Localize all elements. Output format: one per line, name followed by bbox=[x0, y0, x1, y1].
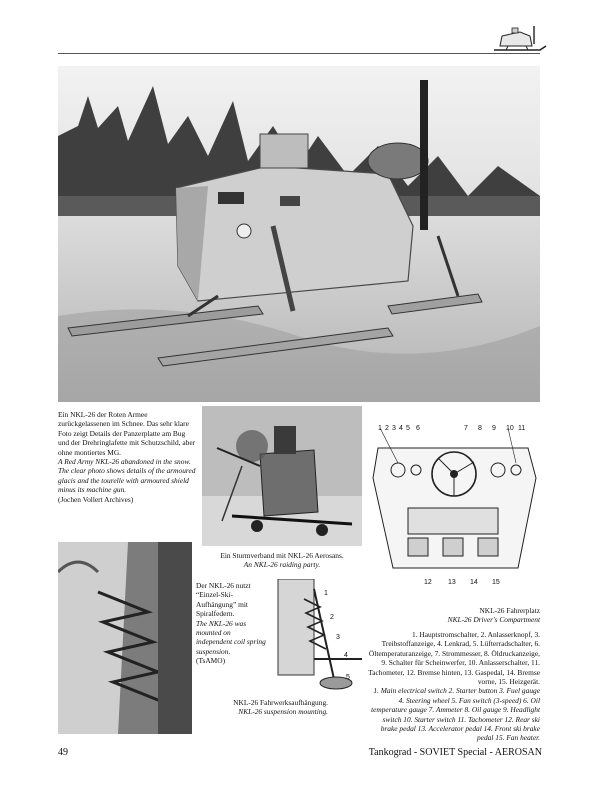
main-photo-abandoned-nkl26 bbox=[58, 66, 540, 402]
raiding-party-photo bbox=[202, 406, 362, 546]
spring-caption-source: (TsAMO) bbox=[196, 656, 226, 666]
callout-number: 9 bbox=[492, 425, 496, 432]
callout-number: 4 bbox=[344, 652, 348, 659]
callout-number: 12 bbox=[424, 579, 432, 586]
callout-number: 15 bbox=[492, 579, 500, 586]
raiding-caption-de: Ein Sturmverband mit NKL-26 Aerosans. bbox=[220, 551, 344, 560]
series-title: Tankograd - SOVIET Special - AEROSAN bbox=[368, 747, 542, 758]
suspension-caption bbox=[232, 698, 328, 717]
callout-number: 3 bbox=[392, 425, 396, 432]
main-caption-source: (Jochen Vollert Archives) bbox=[58, 494, 134, 504]
driver-legend-de: 1. Hauptstromschalter, 2. Anlasserknopf, 3. Treibstoffanzeige, 4. Lenkrad, 5. Lüfterradschalter, 6. Öltemperaturanzeige, 7. Strommesser, 8. Öldruckanzeige, 9. Schalter für Scheinwerfer, 10. Anlasserschalter, 11. Tachometer, 12. Bremse hinten, 13. Gaspedal, 14. Bremse vorne, 15. Heizgerät. bbox=[368, 630, 540, 687]
callout-number: 5 bbox=[406, 425, 410, 432]
callout-number: 2 bbox=[385, 425, 389, 432]
callout-number: 1 bbox=[324, 590, 328, 597]
callout-number: 8 bbox=[478, 425, 482, 432]
main-photo-caption bbox=[58, 410, 198, 504]
callout-number: 1 bbox=[378, 425, 382, 432]
callout-number: 11 bbox=[518, 425, 526, 432]
suspension-caption-en: NKL-26 suspension mounting. bbox=[238, 707, 328, 717]
callout-number: 13 bbox=[448, 579, 456, 586]
callout-number: 5 bbox=[346, 674, 350, 681]
callout-number: 14 bbox=[470, 579, 478, 586]
spring-caption-de: Der NKL-26 nutzt “Einzel-Ski-Aufhängung” mit Spiralfedern. bbox=[196, 581, 251, 619]
raiding-caption bbox=[202, 551, 362, 570]
suspension-mounting-drawing bbox=[274, 579, 370, 699]
main-caption-de: Ein NKL-26 der Roten Armee zurückgelassenen im Schnee. Das sehr klare Foto zeigt Details der Panzerplatte am Bug und der Drehringlafette mit Schutzschild, aber ohne montiertes MG. bbox=[58, 410, 196, 457]
driver-compartment-diagram bbox=[368, 418, 540, 594]
driver-compartment-caption bbox=[380, 606, 540, 625]
spring-caption-en: The NKL-26 was mounted on independent coil spring suspension. bbox=[196, 618, 266, 656]
main-caption-en: A Red Army NKL-26 abandoned in the snow. The clear photo shows details of the armoured glacis and the tourelle with armoured shield minus its machine gun. bbox=[58, 457, 196, 495]
callout-number: 7 bbox=[464, 425, 468, 432]
raiding-caption-en: An NKL-26 raiding party. bbox=[243, 560, 321, 570]
aerosan-sled-icon bbox=[490, 22, 550, 56]
driver-title-en: NKL-26 Driver's Compartment bbox=[447, 615, 540, 625]
callout-number: 10 bbox=[506, 425, 514, 432]
driver-title-de: NKL-26 Fahrerplatz bbox=[479, 606, 540, 615]
callout-number: 6 bbox=[416, 425, 420, 432]
callout-number: 2 bbox=[330, 614, 334, 621]
callout-number: 4 bbox=[399, 425, 403, 432]
callout-number: 3 bbox=[336, 634, 340, 641]
header-rule bbox=[58, 53, 540, 54]
driver-legend-en: 1. Main electrical switch 2. Starter button 3. Fuel gauge 4. Steering wheel 5. Fan switch (3-speed) 6. Oil temperature gauge 7. Ammeter 8. Oil gauge 9. Headlight switch 10. Starter switch 11. Tachometer 12. Rear ski brake pedal 13. Accelerator pedal 14. Front ski brake pedal 15. Fan heater. bbox=[371, 686, 540, 743]
page-number: 49 bbox=[58, 747, 68, 758]
driver-legend bbox=[368, 630, 540, 743]
spring-suspension-photo bbox=[58, 542, 192, 734]
spring-caption bbox=[196, 581, 266, 666]
suspension-caption-de: NKL-26 Fahrwerksaufhängung. bbox=[233, 698, 328, 707]
